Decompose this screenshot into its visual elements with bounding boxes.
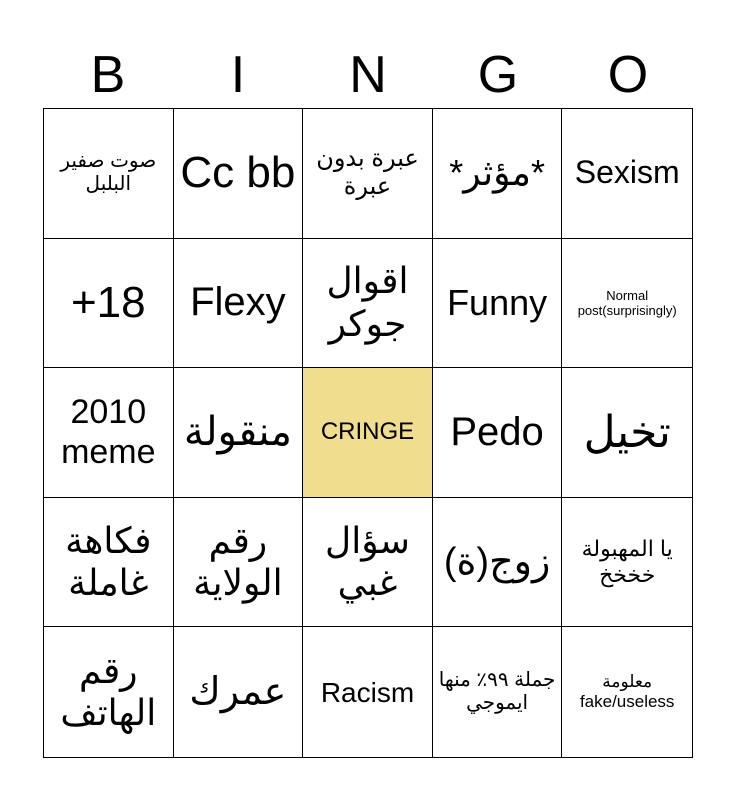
bingo-board [43,108,693,758]
bingo-cell[interactable]: *مؤثر* [433,109,563,239]
bingo-cell[interactable]: Pedo [433,368,563,498]
header-letter-b: B [90,46,126,104]
bingo-cell[interactable]: سؤال غبي [303,498,433,628]
bingo-cell[interactable]: Racism [303,627,433,757]
bingo-cell[interactable]: صوت صفير البلبل [44,109,174,239]
bingo-cell[interactable]: عمرك [174,627,304,757]
bingo-cell[interactable]: عبرة بدون عبرة [303,109,433,239]
header-letter-i: I [230,46,246,104]
header-letter-g: G [477,46,519,104]
bingo-cell[interactable]: Flexy [174,239,304,369]
bingo-header [43,40,693,110]
bingo-cell[interactable]: رقم الولاية [174,498,304,628]
header-letter-n: N [349,46,387,104]
bingo-cell[interactable]: Cc bb [174,109,304,239]
bingo-cell[interactable]: معلومة fake/useless [579,672,675,712]
bingo-cell[interactable]: رقم الهاتف [44,627,174,757]
bingo-cell-free[interactable]: CRINGE [303,368,433,498]
bingo-cell[interactable]: جملة ٩٩٪ منها ايموجي [433,627,563,757]
bingo-cell[interactable]: اقوال جوكر [303,239,433,369]
header-letter-o: O [607,46,649,104]
bingo-cell[interactable]: منقولة [174,368,304,498]
bingo-cell[interactable]: يا المهبولة خخخخ [562,498,692,628]
bingo-cell[interactable]: فكاهة غاملة [44,498,174,628]
bingo-cell[interactable]: Sexism [562,109,692,239]
bingo-cell[interactable]: زوج(ة) [433,498,563,628]
bingo-cell[interactable]: Funny [433,239,563,369]
bingo-cell[interactable]: 2010 meme [44,368,174,498]
bingo-cell[interactable]: تخيل [562,368,692,498]
bingo-cell[interactable]: Normal post(surprisingly) [562,239,692,369]
bingo-cell[interactable]: +18 [44,239,174,369]
